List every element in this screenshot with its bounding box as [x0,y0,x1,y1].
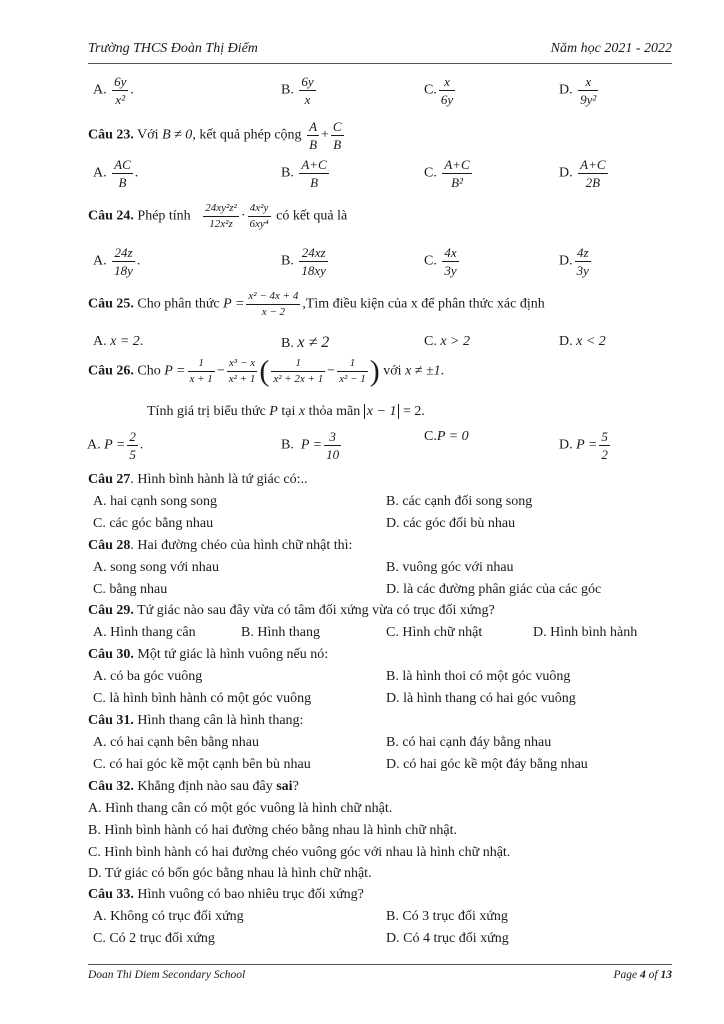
option-a: A. song song với nhau [93,560,220,575]
question-label: Câu 30. [88,647,134,662]
option-b: B. Có 3 trục đối xứng [386,909,508,924]
option-b: B. $\frac{A+C}{B}$ [281,157,327,190]
option-c: C. có hai góc kề một cạnh bên bù nhau [93,757,311,772]
option-c: C. Hình bình hành có hai đường chéo vuông góc với nhau là hình chữ nhật. [88,845,511,860]
option-a: A. Hình thang cân có một góc vuông là hình chữ nhật. [88,801,393,816]
question-label: Câu 26. [88,363,134,379]
option-a: A. P = $\frac{2}{5}$ . [87,429,144,462]
question-label: Câu 23. [88,127,134,143]
footer-school: Doan Thi Diem Secondary School [88,969,246,981]
question-label: Câu 32. [88,779,134,794]
option-c: C.P = 0 [424,429,469,444]
question-32: Câu 32. Khẳng định nào sau đây sai? [88,779,299,794]
option-c: C. bằng nhau [93,582,168,597]
question-31: Câu 31. Hình thang cân là hình thang: [88,713,304,728]
question-26-line2: Tính giá trị biểu thức P tại x thỏa mãn x − 1 = 2. [147,404,425,419]
school-name: Trường THCS Đoàn Thị Điểm [88,41,258,56]
option-b: B. x ≠ 2 [281,334,330,351]
question-29: Câu 29. Tứ giác nào sau đây vừa có tâm đối xứng vừa có trục đối xứng? [88,603,495,618]
option-c: C. $\frac{4x}{3y}$ [424,245,457,278]
option-d: D. x < 2 [559,334,606,349]
option-d: D. P = $\frac{5}{2}$ [559,429,608,462]
question-label: Câu 29. [88,603,134,618]
option-b: B. là hình thoi có một góc vuông [386,669,571,684]
option-d: D. Có 4 trục đối xứng [386,931,509,946]
question-25: Câu 25. Cho phân thức P = $\frac{\text{x² − 4x + 4}}{x - 2}$ ,Tìm điều kiện của x để phân thức xác định [88,290,545,318]
question-label: Câu 24. [88,208,134,224]
question-label: Câu 28 [88,538,131,553]
option-a: A. có hai cạnh bên bằng nhau [93,735,259,750]
question-label: Câu 25. [88,296,134,312]
option-c: C. $\frac{x}{6y}$ [424,74,454,107]
option-d: D. $\frac{A+C}{2B}$ [559,157,606,190]
option-c: C. Có 2 trục đối xứng [93,931,215,946]
question-label: Câu 33. [88,887,134,902]
question-label: Câu 27 [88,472,131,487]
option-a: A. $\frac{6y}{\text{x²}}$ . [93,74,134,107]
option-b: B. có hai cạnh đáy bằng nhau [386,735,552,750]
option-b: B. Hình bình hành có hai đường chéo bằng nhau là hình chữ nhật. [88,823,458,838]
option-d: D. là các đường phân giác của các góc [386,582,602,597]
option-b: B. vuông góc với nhau [386,560,514,575]
emphasis-false: sai [276,779,293,794]
question-24: Câu 24. Phép tính $\frac{\text{24xy²z²}}{\text{12x²z}}$ · $\frac{\text{4x²y}}{\text{6xy⁴}}$ có kết quả là [88,202,348,230]
question-30: Câu 30. Một tứ giác là hình vuông nếu nó: [88,647,329,662]
question-label: Câu 31. [88,713,134,728]
option-d: D. Tứ giác có bốn góc bằng nhau là hình chữ nhật. [88,866,372,881]
option-d: D. $\frac{x}{\text{9y²}}$ [559,74,597,107]
option-a: A. $\frac{24z}{18y}$ . [93,245,141,278]
page-header [88,41,672,64]
option-a: A. $\frac{AC}{B}$ . [93,157,139,190]
option-d: D. các góc đối bù nhau [386,516,516,531]
option-c: C. là hình bình hành có một góc vuông [93,691,312,706]
option-b: B. P = $\frac{3}{10}$ [281,429,340,462]
option-c: C. $\frac{A+C}{\text{B²}}$ [424,157,470,190]
question-33: Câu 33. Hình vuông có bao nhiêu trục đối xứng? [88,887,364,902]
option-c: C. Hình chữ nhật [386,625,483,640]
option-a: A. x = 2. [93,334,144,349]
option-b: B. các cạnh đối song song [386,494,533,509]
option-b: B. $\frac{24xz}{18xy}$ [281,245,326,278]
option-a: A. có ba góc vuông [93,669,203,684]
option-b: B. $\frac{6y}{x}$ [281,74,314,107]
question-27: Câu 27. Hình bình hành là tứ giác có:.. [88,472,308,487]
question-23: Câu 23. Với B ≠ 0, kết quả phép cộng $\frac{A}{B}$ + $\frac{C}{B}$ [88,119,342,152]
option-c: C. các góc bằng nhau [93,516,214,531]
option-d: D. là hình thang có hai góc vuông [386,691,576,706]
school-year: Năm học 2021 - 2022 [550,41,672,56]
question-26: Câu 26. Cho P = $\frac{1}{x + 1}$ − $\frac{\text{x³ − x}}{\text{x² + 1}}$ ( $\frac{1}{\text{x² + 2x + 1}}$ − $\frac{1}{\text{x² − 1}}$ ) với x ≠ ±1. [88,354,445,388]
option-a: A. Hình thang cân [93,625,196,640]
option-b: B. Hình thang [241,625,320,640]
option-d: D. Hình bình hành [533,625,638,640]
option-d: D. $\frac{4z}{3y}$ [559,245,589,278]
page-footer [88,964,672,981]
option-d: D. có hai góc kề một đáy bằng nhau [386,757,588,772]
question-28: Câu 28. Hai đường chéo của hình chữ nhật thì: [88,538,353,553]
option-a: A. Không có trục đối xứng [93,909,244,924]
option-c: C. x > 2 [424,334,471,349]
page-number: Page 4 of 13 [613,969,672,981]
option-a: A. hai cạnh song song [93,494,218,509]
